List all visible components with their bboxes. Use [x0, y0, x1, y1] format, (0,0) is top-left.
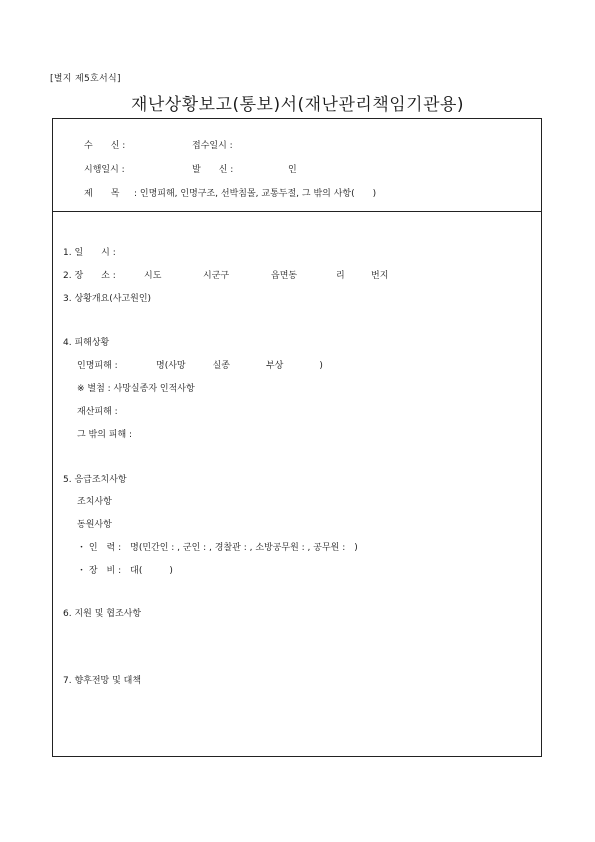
section-date: 1. 일 시 : [63, 248, 116, 258]
subject-label: 제 목 [84, 189, 120, 199]
damage-casualty: 인명피해 : [77, 361, 118, 371]
header-divider [52, 211, 542, 212]
damage-casualty-detail: 명(사망 실종 부상 ) [156, 361, 323, 371]
received-at-field: 접수일시 : [192, 141, 233, 151]
emergency-mobilization: 동원사항 [77, 520, 112, 530]
section-situation: 3. 상황개요(사고원인) [63, 294, 152, 304]
location-bunji: 번지 [371, 271, 389, 281]
form-number-label: [별지 제5호서식] [50, 74, 121, 84]
section-damage: 4. 피해상황 [63, 338, 110, 348]
receiver-field: 수 신 : [84, 141, 126, 151]
damage-property: 재산피해 : [77, 407, 118, 417]
document-title: 재난상황보고(통보)서(재난관리책임기관용) [130, 95, 465, 115]
damage-note: ※ 별첨 : 사망실종자 인적사항 [77, 384, 195, 394]
section-location: 2. 장 소 : [63, 271, 116, 281]
emergency-personnel: ・ 인 력 : 명(민간인 : , 군인 : , 경찰관 : , 소방공무원 : , 공무원 : ) [77, 543, 358, 553]
location-ri: 리 [336, 271, 345, 281]
damage-other: 그 밖의 피해 : [77, 430, 133, 440]
sender-seal: 인 [288, 165, 297, 175]
section-outlook: 7. 향후전망 및 대책 [63, 676, 142, 686]
emergency-equipment: ・ 장 비 : 대( ) [77, 566, 173, 576]
sender-field: 발 신 : [192, 165, 234, 175]
sent-at-field: 시행일시 : [84, 165, 125, 175]
location-eupmyeondong: 읍면동 [271, 271, 298, 281]
section-support: 6. 지원 및 협조사항 [63, 609, 142, 619]
section-emergency: 5. 응급조치사항 [63, 475, 127, 485]
location-sido: 시도 [144, 271, 162, 281]
location-sigungu: 시군구 [203, 271, 230, 281]
subject-value: : 인명피해, 인명구조, 선박침몰, 교통두절, 그 밖의 사항( ) [134, 189, 377, 199]
emergency-measures: 조치사항 [77, 497, 112, 507]
